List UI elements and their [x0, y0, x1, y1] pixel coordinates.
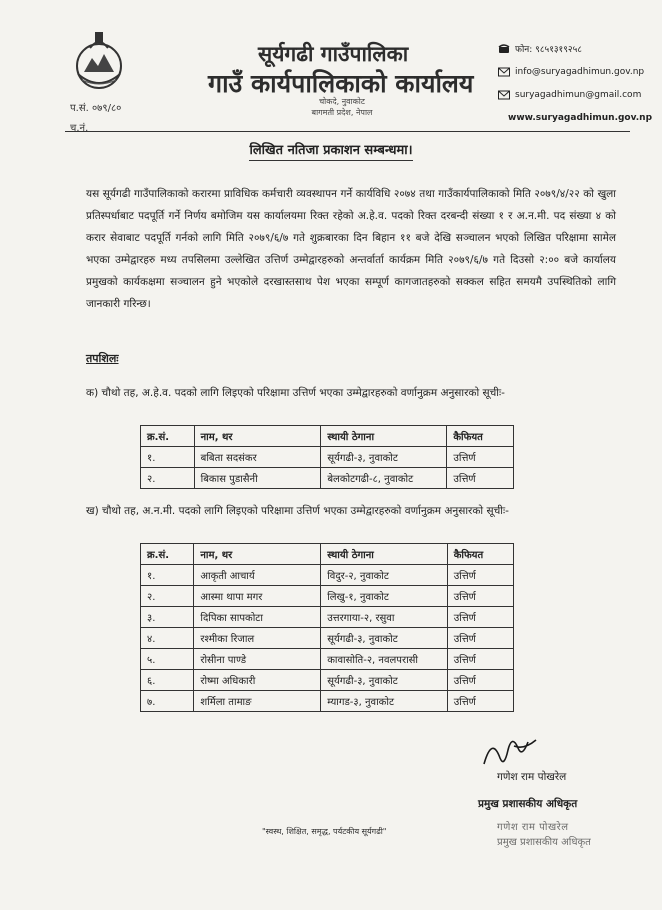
- envelope-icon: [498, 90, 510, 100]
- address-line-1: चोकदे, नुवाकोट: [319, 97, 365, 106]
- cell-address: उत्तरगाया-२, रसुवा: [321, 607, 448, 628]
- contact-email-1: [498, 67, 644, 77]
- stamp-designation: प्रमुख प्रशासकीय अधिकृत: [497, 837, 591, 848]
- cell-address: बेलकोटगढी-८, नुवाकोट: [321, 468, 447, 489]
- cell-address: सूर्यगढी-३, नुवाकोट: [321, 670, 448, 691]
- name-stamp: [497, 820, 591, 850]
- contact-email-2: [498, 90, 641, 100]
- col-serial-header: क्र.सं.: [141, 426, 195, 447]
- table-section-a: [140, 425, 514, 489]
- cell-name: आकृती आचार्य: [194, 565, 321, 586]
- cell-address: म्यागड-३, नुवाकोट: [321, 691, 448, 712]
- cell-remarks: उत्तिर्ण: [447, 649, 513, 670]
- contact-phone: [498, 42, 582, 55]
- cell-name: रश्मीका रिजाल: [194, 628, 321, 649]
- reference-number: प.सं. ०७९/८०: [70, 103, 122, 114]
- cell-name: रोसीना पाण्डे: [194, 649, 321, 670]
- cell-remarks: उत्तिर्ण: [447, 447, 514, 468]
- cell-serial: ५.: [141, 649, 194, 670]
- stamp-name: गणेश राम पोखरेल: [497, 822, 569, 833]
- cell-serial: १.: [141, 447, 195, 468]
- col-address-header: स्थायी ठेगाना: [321, 426, 447, 447]
- office-address: [282, 96, 402, 118]
- cell-name: बबिता सदसंकर: [194, 447, 321, 468]
- footer-slogan: "स्वस्थ, शिक्षित, समृद्ध, पर्यटकीय सूर्यगढी": [262, 827, 387, 836]
- nepal-emblem-icon: [70, 28, 128, 94]
- table-row: [141, 628, 514, 649]
- signatory-designation: प्रमुख प्रशासकीय अधिकृत: [478, 798, 578, 810]
- cell-serial: ४.: [141, 628, 194, 649]
- cell-remarks: उत्तिर्ण: [447, 628, 513, 649]
- cell-serial: २.: [141, 468, 195, 489]
- table-row: [141, 447, 514, 468]
- office-title: गाउँ कार्यपालिकाको कार्यालय: [208, 69, 474, 98]
- body-paragraph: यस सूर्यगढी गाउँपालिकाको करारमा प्राविधिक कर्मचारी व्यवस्थापन गर्ने कार्यविधि २०७४ तथा गाउँकार्यपालिकाको मिति २०७९/४/२२ को खुला प्रतिस्पर्धाबाट पदपूर्ति गर्ने निर्णय बमोजिम यस कार्यालयमा रिक्त रहेको अ.हे.व. पदको रिक्त दरबन्दी संख्या १ र अ.न.मी. पद संख्या ४ को करार सेवाबाट पदपूर्ति गर्नको लागि मिति २०७९/६/७ गते शुक्रबारका दिन बिहान ११ बजे देखि सञ्चालन भएको लिखित परिक्षामा सामेल भएका उम्मेद्वारहरु मध्य तपसिलमा उल्लेखित उत्तिर्ण उम्मेद्वारहरुको अन्तर्वार्ता कार्यक्रम मिति २०७९/६/७ गते दिउसो २:०० बजे कार्यालय प्रमुखको कार्यकक्षमा सञ्चालन हुने भएकोले दरखास्तसाथ पेश भएका सम्पूर्ण कागजातहरुको सक्कल सहित समयमै उपस्थितिको लागि जानकारी गरिन्छ।: [86, 188, 616, 310]
- table-row: [141, 565, 514, 586]
- cell-name: आस्मा थापा मगर: [194, 586, 321, 607]
- table-row: [141, 468, 514, 489]
- col-serial-header: क्र.सं.: [141, 544, 194, 565]
- cell-remarks: उत्तिर्ण: [447, 586, 513, 607]
- office-name: सूर्यगढी गाउँपालिका: [258, 42, 409, 66]
- cell-name: बिकास पुडासैनी: [194, 468, 321, 489]
- cell-serial: ३.: [141, 607, 194, 628]
- email-address-2[interactable]: suryagadhimun@gmail.com: [515, 90, 642, 100]
- dispatch-number: च.नं.: [70, 123, 89, 134]
- col-remarks-header: कैफियत: [447, 426, 514, 447]
- table-row: [141, 586, 514, 607]
- cell-name: शर्मिला तामाङ: [194, 691, 321, 712]
- envelope-icon: [498, 67, 510, 77]
- cell-remarks: उत्तिर्ण: [447, 468, 514, 489]
- cell-name: दिपिका सापकोटा: [194, 607, 321, 628]
- cell-remarks: उत्तिर्ण: [447, 691, 513, 712]
- signature: [478, 728, 542, 774]
- table-row: [141, 607, 514, 628]
- details-heading: तपशिलः: [86, 352, 119, 365]
- cell-serial: २.: [141, 586, 194, 607]
- address-line-2: बागमती प्रदेश, नेपाल: [311, 108, 373, 117]
- signatory-name: गणेश राम पोखरेल: [497, 771, 567, 783]
- cell-serial: ७.: [141, 691, 194, 712]
- table-row: [141, 691, 514, 712]
- col-name-header: नाम, थर: [194, 544, 321, 565]
- table-header-row: [141, 426, 514, 447]
- header-divider: [65, 131, 630, 132]
- email-address-1[interactable]: info@suryagadhimun.gov.np: [515, 67, 645, 77]
- cell-address: सूर्यगढी-३, नुवाकोट: [321, 628, 448, 649]
- cell-serial: ६.: [141, 670, 194, 691]
- cell-remarks: उत्तिर्ण: [447, 670, 513, 691]
- subject-line: [0, 139, 662, 158]
- table-section-b: [140, 543, 514, 712]
- subject-text: लिखित नतिजा प्रकाशन सम्बन्धमा।: [249, 143, 412, 161]
- table-header-row: [141, 544, 514, 565]
- col-remarks-header: कैफियत: [447, 544, 513, 565]
- cell-name: रोष्मा अधिकारी: [194, 670, 321, 691]
- col-name-header: नाम, थर: [194, 426, 321, 447]
- section-b-intro: ख) चौथो तह, अ.न.मी. पदको लागि लिइएको परिक्षामा उत्तिर्ण भएका उम्मेद्वारहरुको वर्णानुक्रम अनुसारको सूचीः-: [86, 505, 509, 517]
- cell-address: विदुर-२, नुवाकोट: [321, 565, 448, 586]
- phone-icon: [498, 44, 510, 54]
- cell-remarks: उत्तिर्ण: [447, 565, 513, 586]
- cell-address: सूर्यगढी-३, नुवाकोट: [321, 447, 447, 468]
- phone-number: फोन: ९८५१३१९२५८: [515, 45, 582, 55]
- col-address-header: स्थायी ठेगाना: [321, 544, 448, 565]
- cell-address: लिखु-१, नुवाकोट: [321, 586, 448, 607]
- cell-address: कावासोति-२, नवलपरासी: [321, 649, 448, 670]
- cell-serial: १.: [141, 565, 194, 586]
- section-a-intro: क) चौथो तह, अ.हे.व. पदको लागि लिइएको परिक्षामा उत्तिर्ण भएका उम्मेद्वारहरुको वर्णानुक्रम अनुसारको सूचीः-: [86, 387, 505, 399]
- table-row: [141, 649, 514, 670]
- website-link[interactable]: www.suryagadhimun.gov.np: [508, 113, 653, 123]
- table-row: [141, 670, 514, 691]
- cell-remarks: उत्तिर्ण: [447, 607, 513, 628]
